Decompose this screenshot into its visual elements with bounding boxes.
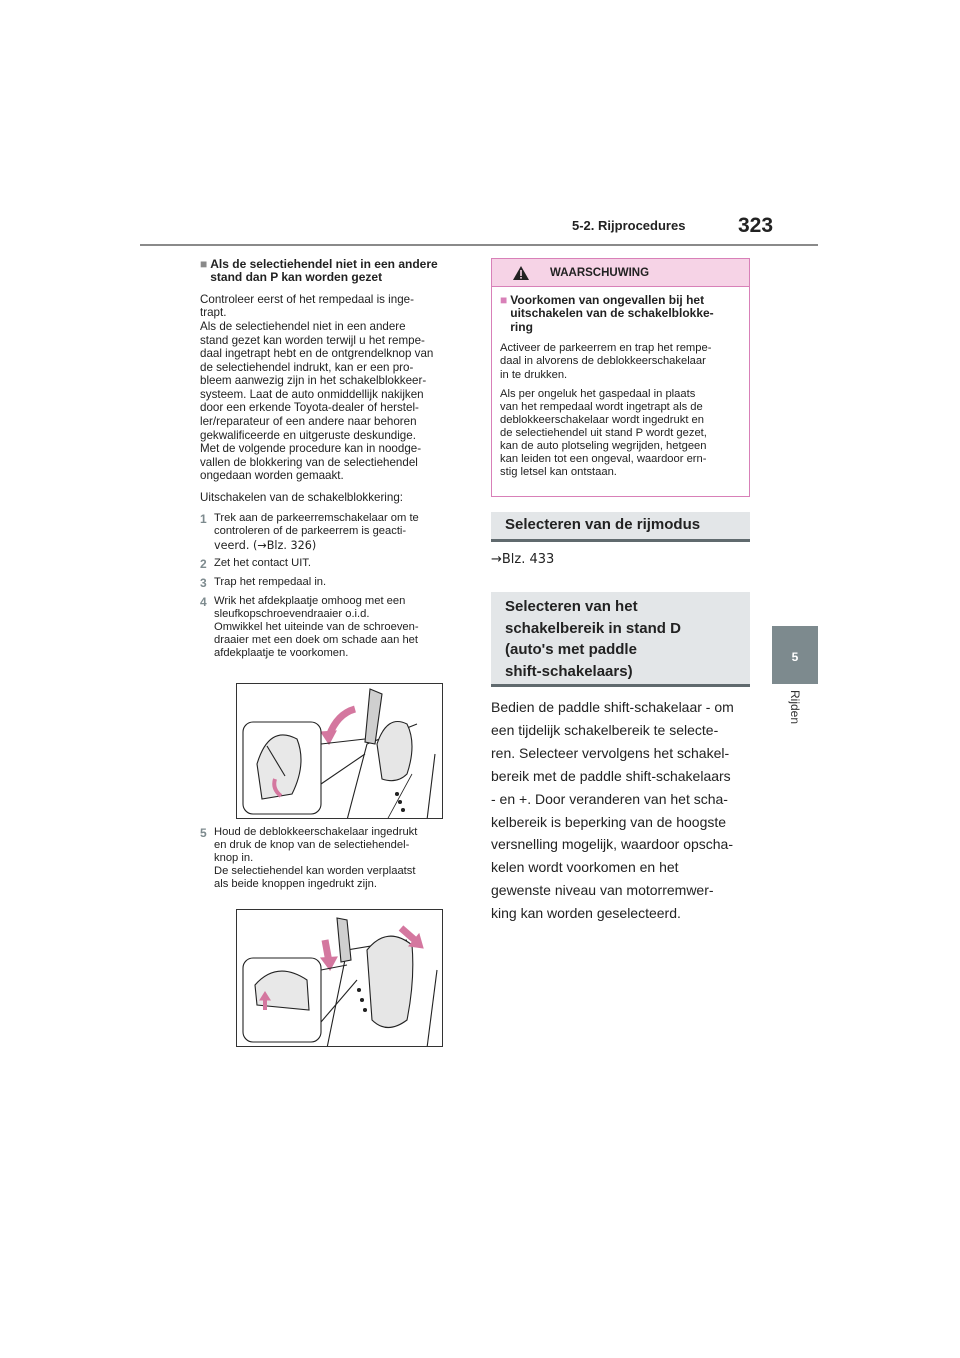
header-rule xyxy=(140,244,818,246)
illustration-press-release xyxy=(236,909,443,1047)
step-item: 1 Trek aan de parkeerremschakelaar om te controleren of de parkeerrem is geacti- veerd. (→Blz. 326) xyxy=(200,512,470,551)
warning-triangle-icon xyxy=(512,265,530,281)
illustration-pry-cover xyxy=(236,683,443,819)
step-item: 2 Zet het contact UIT. xyxy=(200,556,311,571)
square-bullet-icon: ■ xyxy=(200,257,208,271)
section-heading-drive-mode: Selecteren van de rijmodus xyxy=(491,512,750,542)
square-bullet-icon: ■ xyxy=(500,293,508,307)
intro-paragraph: Controleer eerst of het rempedaal is inge- trapt. Als de selectiehendel niet in een andere stand gezet kan worden terwijl u het rempe- daal ingetrapt hebt en de ontgrendelknop van de selectiehendel indrukt, kan er een pro- bleem aanwezig zijn in het schakelblokkeer- systeem. Laat de auto onmiddellijk nakijken door een erkende Toyota-dealer of herstel- ler/reparateur of een andere naar behoren gekwalificeerde en uitgeruste deskundige. Met de volgende procedure kan in noodge- vallen de blokkering van de selectiehendel ongedaan worden gemaakt. xyxy=(200,292,434,483)
chapter-label: Rijden xyxy=(788,690,802,725)
page-number: 323 xyxy=(738,214,774,237)
warning-heading: WAARSCHUWING xyxy=(550,266,650,279)
steps-intro: Uitschakelen van de schakelblokkering: xyxy=(200,490,404,504)
left-column xyxy=(200,258,470,665)
step-item: 5 Houd de deblokkeerschakelaar ingedrukt en druk de knop van de selectiehendel- knop in. De selectiehendel kan worden verplaatst als beide knoppen ingedrukt zijn. xyxy=(200,826,418,891)
warning-header xyxy=(492,259,749,287)
subsection-title: ■ Als de selectiehendel niet in een andere stand dan P kan worden gezet xyxy=(200,257,438,285)
warning-title: ■ Voorkomen van ongevallen bij het uitschakelen van de schakelblokke- ring xyxy=(500,293,714,334)
step-item: 3 Trap het rempedaal in. xyxy=(200,575,327,590)
section-body: Bedien de paddle shift-schakelaar - om een tijdelijk schakelbereik te selecte- ren. Selecteer vervolgens het schakel- bereik met de paddle shift-schakelaars - en +. Door veranderen van het scha- kelbereik is beperking van de hoogste versnelling mogelijk, waardoor opscha- kelen wordt voorkomen en het gewenste niveau van motorremwer- king kan worden geselecteerd. xyxy=(491,699,734,922)
warning-box xyxy=(491,258,750,497)
chapter-tab[interactable]: 5 xyxy=(772,626,818,684)
warning-paragraph: Activeer de parkeerrem en trap het rempe- daal in alvorens de deblokkeerschakelaar in te drukken. xyxy=(500,342,712,381)
step-item: 4 Wrik het afdekplaatje omhoog met een sleufkopschroevendraaier o.i.d. Omwikkel het uiteinde van de schroeven- draaier met een doek om schade aan het afdekplaatje te voorkomen. xyxy=(200,594,419,660)
header-section: 5-2. Rijprocedures xyxy=(572,218,686,233)
section-heading-shift-range: Selecteren van het schakelbereik in stand D (auto's met paddle shift-schakelaars) xyxy=(491,592,750,687)
page-reference-link[interactable]: →Blz. 433 xyxy=(491,552,555,567)
page-reference-link[interactable]: veerd. (→Blz. 326) xyxy=(214,538,317,552)
warning-paragraph: Als per ongeluk het gaspedaal in plaats van het rempedaal wordt ingetrapt als de deblokkeerschakelaar wordt ingedrukt en de selectiehendel uit stand P wordt gezet, kan de auto plotseling wegrijden, hetgeen kan leiden tot een ongeval, waardoor ern- stig letsel kan ontstaan. xyxy=(500,387,707,479)
